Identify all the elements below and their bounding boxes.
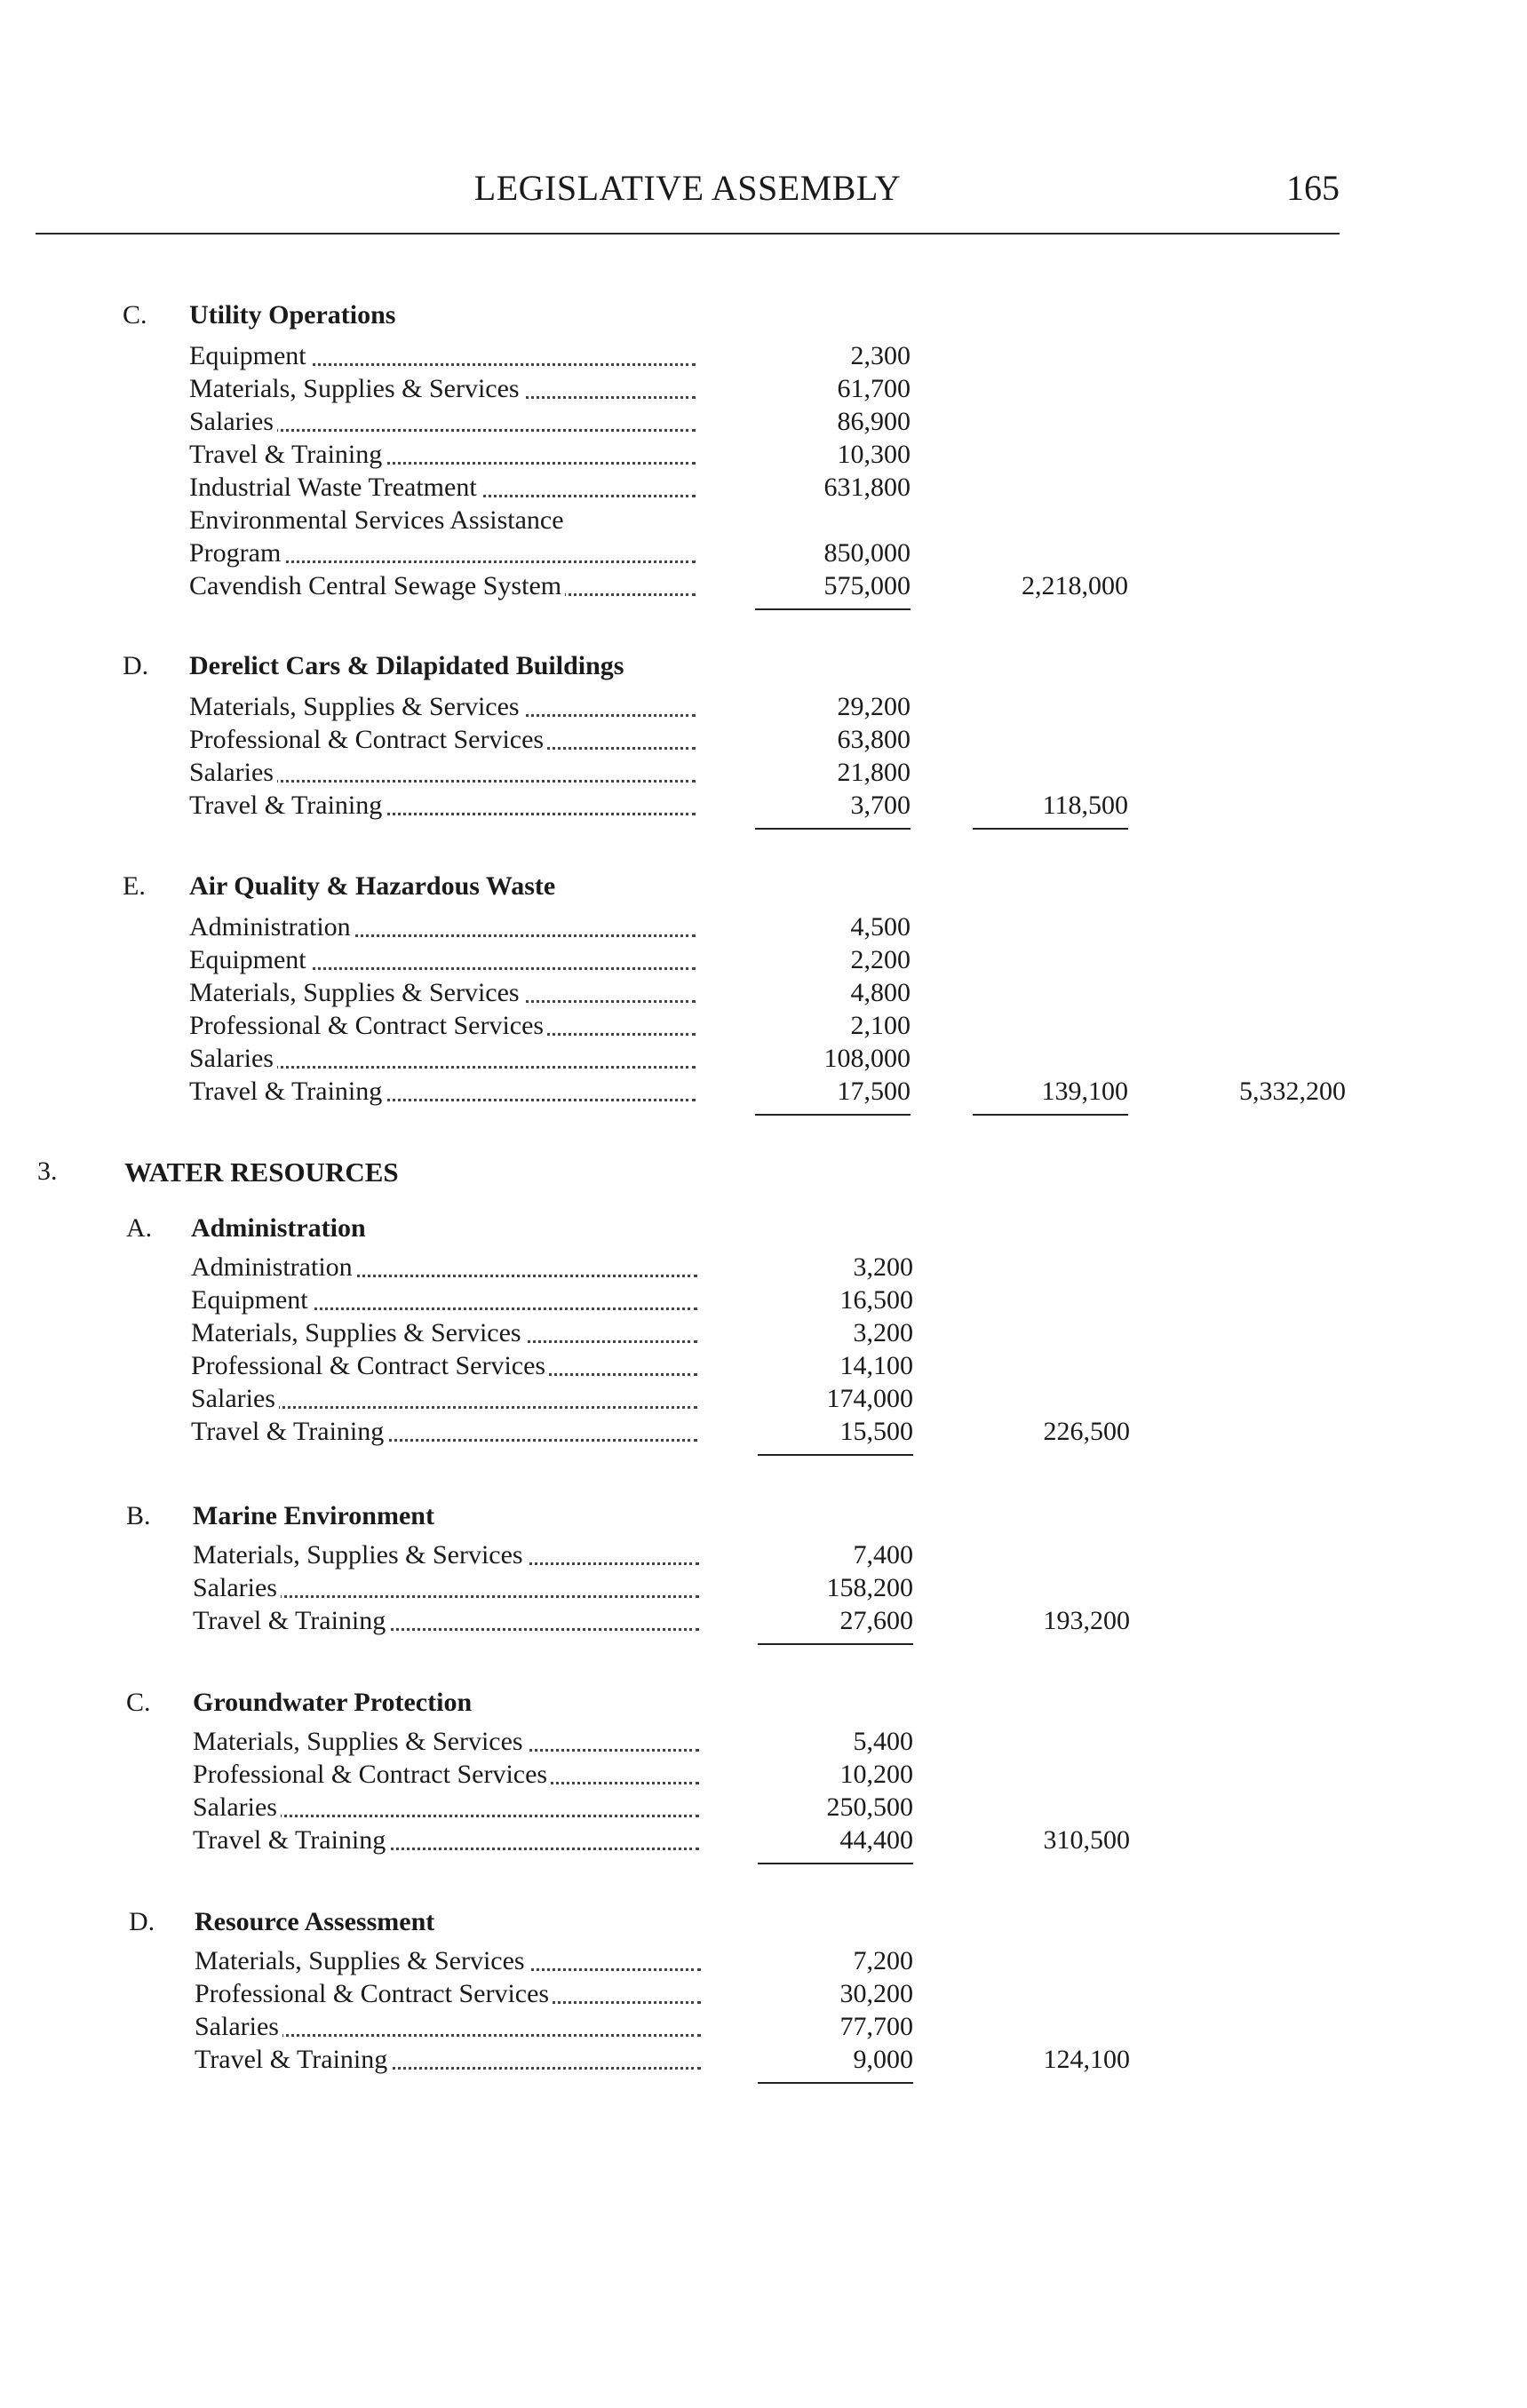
- subsection-letter: B.: [126, 1501, 151, 1530]
- page-title: LEGISLATIVE ASSEMBLY: [473, 168, 902, 208]
- section-number: 3.: [37, 1156, 58, 1186]
- page-number: 165: [1286, 168, 1340, 208]
- line-amount: 9,000: [758, 2043, 913, 2077]
- line-amount: 27,600: [758, 1604, 913, 1638]
- line-amount: 3,200: [853, 1252, 913, 1282]
- line-amount: 631,800: [823, 473, 911, 502]
- line-amount: 29,200: [837, 692, 911, 721]
- line-item: Salaries: [189, 1042, 696, 1076]
- line-item: Materials, Supplies & Services: [191, 1316, 697, 1350]
- line-item: Administration: [191, 1251, 697, 1284]
- line-amount: 7,200: [853, 1946, 913, 1975]
- line-item: Program: [189, 536, 696, 570]
- line-item: Equipment: [191, 1283, 697, 1317]
- section-title: WATER RESOURCES: [124, 1156, 399, 1188]
- line-amount: 250,500: [826, 1792, 913, 1822]
- subsection-letter: E.: [123, 871, 146, 901]
- subsection-letter: A.: [126, 1213, 153, 1243]
- line-item: Equipment: [189, 943, 696, 977]
- line-amount: 16,500: [839, 1285, 913, 1315]
- line-amount: 61,700: [837, 374, 911, 403]
- line-amount: 21,800: [837, 758, 911, 787]
- subsection-letter: C.: [123, 300, 147, 330]
- line-item: Salaries: [193, 1791, 699, 1824]
- line-item: Professional & Contract Services: [189, 1009, 696, 1043]
- subsection-title: Administration: [191, 1213, 366, 1243]
- line-item: Industrial Waste Treatment: [189, 471, 696, 505]
- line-amount: 575,000: [755, 569, 911, 603]
- subsection-total: 139,100: [973, 1075, 1128, 1109]
- line-item: Materials, Supplies & Services: [195, 1944, 701, 1978]
- line-amount: 2,200: [850, 945, 911, 974]
- line-item: Travel & Training: [195, 2043, 701, 2077]
- line-amount: 10,200: [839, 1760, 913, 1789]
- line-item: Administration: [189, 910, 696, 944]
- line-amount: 7,400: [853, 1540, 913, 1570]
- line-amount: 14,100: [839, 1351, 913, 1380]
- subsection-title: Utility Operations: [189, 300, 396, 330]
- line-amount: 15,500: [758, 1415, 913, 1449]
- section-total: 5,332,200: [1239, 1077, 1346, 1106]
- line-item: Salaries: [189, 756, 696, 790]
- subsection-letter: C.: [126, 1688, 151, 1717]
- line-amount: 2,300: [850, 341, 911, 370]
- line-amount: 5,400: [853, 1727, 913, 1756]
- line-item: Materials, Supplies & Services: [193, 1725, 699, 1759]
- line-item: Professional & Contract Services: [189, 723, 696, 757]
- line-item: Salaries: [193, 1571, 699, 1605]
- line-amount: 63,800: [837, 725, 911, 754]
- line-amount: 44,400: [758, 1824, 913, 1857]
- subsection-total: 310,500: [1043, 1825, 1130, 1855]
- line-item: Salaries: [195, 2010, 701, 2044]
- line-amount: 3,700: [755, 789, 911, 823]
- line-amount: 158,200: [826, 1573, 913, 1602]
- line-item: Salaries: [191, 1382, 697, 1416]
- line-item: Materials, Supplies & Services: [193, 1538, 699, 1572]
- subsection-title: Resource Assessment: [195, 1907, 435, 1936]
- subsection-total: 124,100: [1043, 2045, 1130, 2074]
- line-item: Travel & Training: [189, 1075, 696, 1109]
- subsection-total: 226,500: [1043, 1417, 1130, 1446]
- line-amount: 850,000: [823, 538, 911, 568]
- line-amount: 4,800: [850, 978, 911, 1007]
- line-item: Travel & Training: [191, 1415, 697, 1449]
- subsection-total: 118,500: [973, 789, 1128, 823]
- line-amount: 108,000: [823, 1044, 911, 1073]
- line-amount: 4,500: [850, 912, 911, 942]
- line-item: Materials, Supplies & Services: [189, 690, 696, 724]
- subsection-letter: D.: [123, 651, 149, 680]
- line-amount: 17,500: [755, 1075, 911, 1109]
- line-amount: 77,700: [839, 2012, 913, 2041]
- line-item: Professional & Contract Services: [195, 1977, 701, 2011]
- line-amount: 30,200: [839, 1979, 913, 2008]
- line-item: Travel & Training: [193, 1824, 699, 1857]
- line-amount: 174,000: [826, 1384, 913, 1413]
- line-item: Travel & Training: [189, 789, 696, 823]
- line-amount: 10,300: [837, 440, 911, 469]
- line-item: Materials, Supplies & Services: [189, 976, 696, 1010]
- line-item: Travel & Training: [193, 1604, 699, 1638]
- line-amount: 86,900: [837, 407, 911, 436]
- line-amount: 2,100: [850, 1011, 911, 1040]
- line-item: Professional & Contract Services: [191, 1349, 697, 1383]
- line-item: Professional & Contract Services: [193, 1758, 699, 1792]
- line-item: Cavendish Central Sewage System: [189, 569, 696, 603]
- subsection-total: 2,218,000: [1022, 571, 1128, 600]
- line-item: Travel & Training: [189, 438, 696, 472]
- line-item: Environmental Services Assistance: [189, 504, 696, 537]
- subsection-letter: D.: [129, 1907, 155, 1936]
- subsection-title: Groundwater Protection: [193, 1688, 473, 1717]
- line-item: Materials, Supplies & Services: [189, 372, 696, 406]
- line-amount: 3,200: [853, 1318, 913, 1347]
- subsection-total: 193,200: [1043, 1606, 1130, 1635]
- line-item: Equipment: [189, 339, 696, 373]
- subsection-title: Derelict Cars & Dilapidated Buildings: [189, 651, 624, 680]
- line-item: Salaries: [189, 405, 696, 439]
- subsection-title: Air Quality & Hazardous Waste: [189, 871, 556, 901]
- subsection-title: Marine Environment: [193, 1501, 434, 1530]
